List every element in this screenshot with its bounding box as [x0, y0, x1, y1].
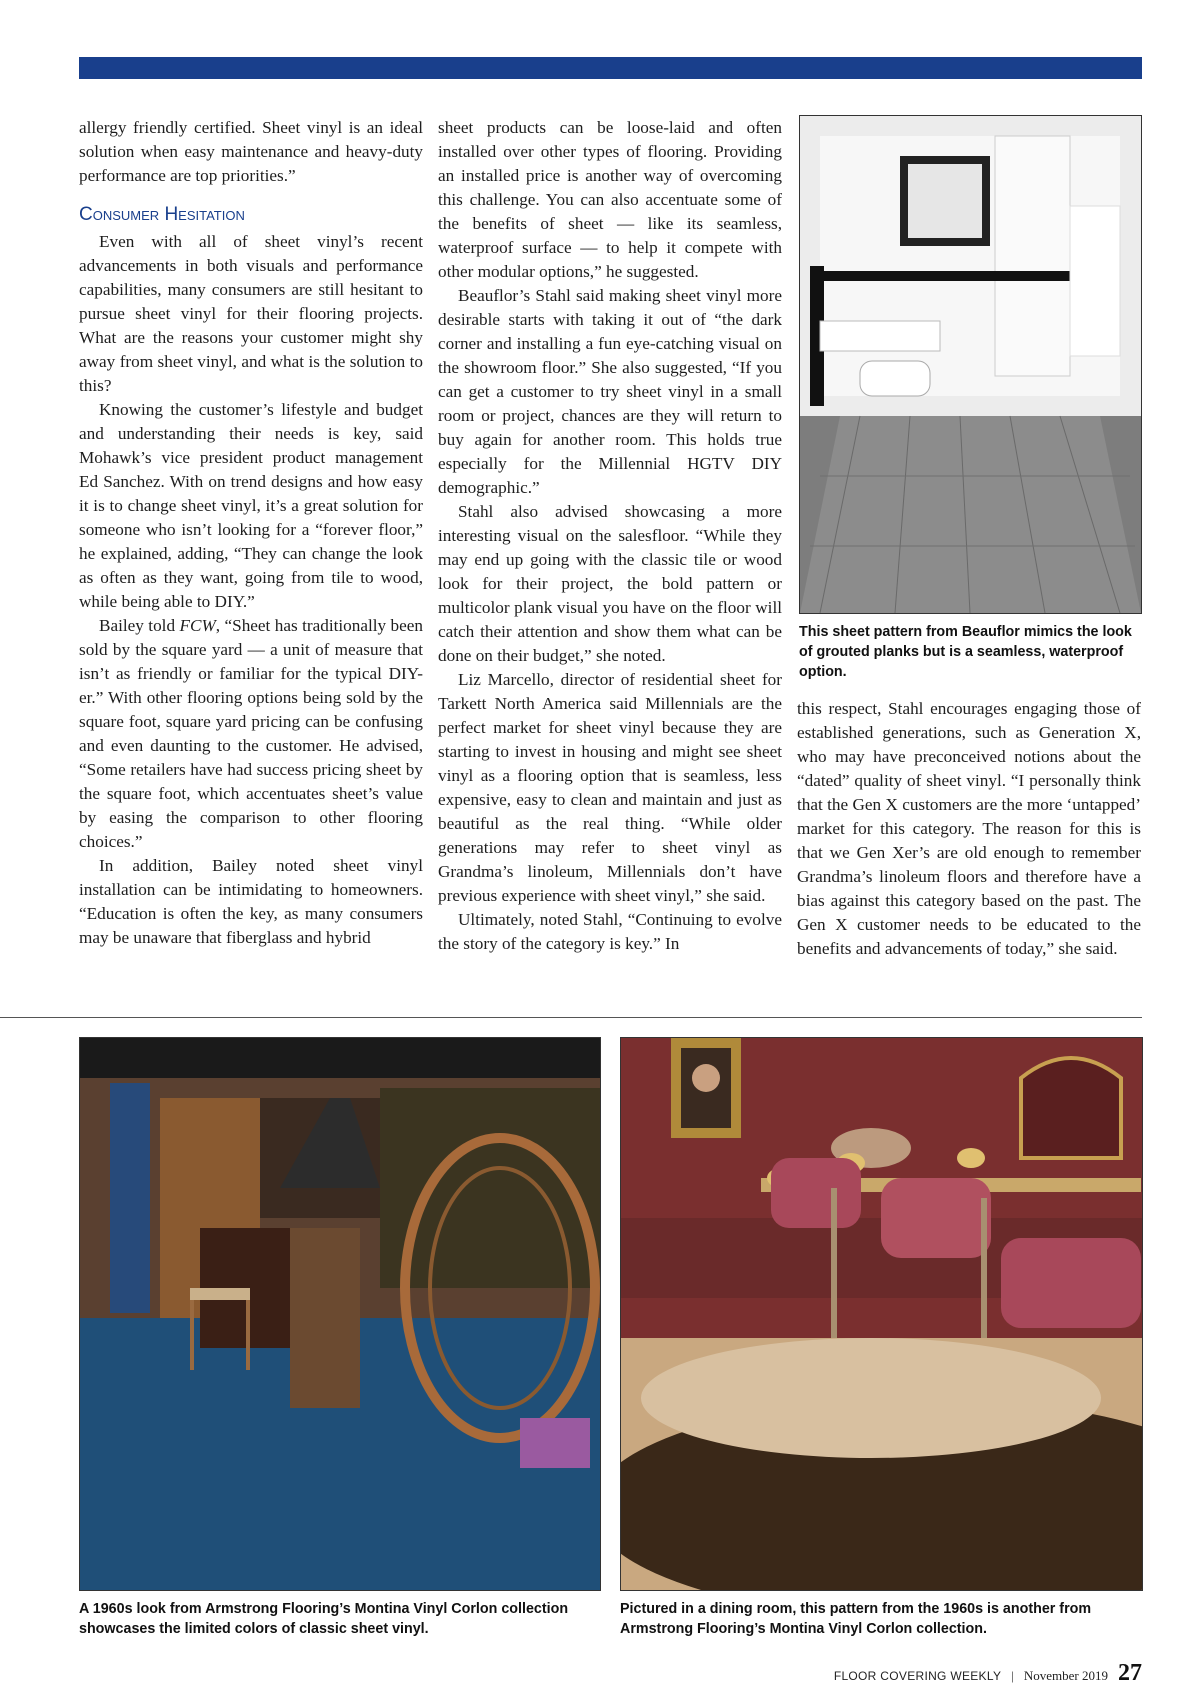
- kitchen-photo: [79, 1037, 601, 1591]
- header-accent-bar: [79, 57, 1142, 79]
- paragraph: sheet products can be loose-laid and often installed over other types of flooring. Providing an installed price is another way of overcoming this challenge. You can also accentuate some of the benefits of sheet — like its seamless, waterproof surface — to help it compete with other modular options,” he suggested.: [438, 118, 782, 281]
- photo-caption: This sheet pattern from Beauflor mimics the look of grouted planks but is a seamless, waterproof option.: [799, 624, 1132, 680]
- article-column-3: [797, 697, 1141, 961]
- paragraph: Beauflor’s Stahl said making sheet vinyl more desirable starts with taking it out of “the dark corner and installing a fun eye-catching visual on the showroom floor.” She also suggested, “If you can get a customer to try sheet vinyl in a small room or project, chances are they will return to buy again for another room. This holds true especially for the Millennial HGTV DIY demographic.”: [438, 286, 782, 497]
- photo-caption: A 1960s look from Armstrong Flooring’s Montina Vinyl Corlon collection showcases the limited colors of classic sheet vinyl.: [79, 1601, 569, 1637]
- page-footer: [834, 1660, 1142, 1687]
- dining-room-photo: [620, 1037, 1143, 1591]
- issue-date: November 2019: [1023, 1668, 1108, 1683]
- paragraph: Knowing the customer’s lifestyle and budget and understanding their needs is key, said Mohawk’s vice president product management Ed Sanchez. With on trend designs and how easy it is to change sheet vinyl, it’s a great solution for someone who isn’t looking for a “forever floor,” he explained, adding, “They can change the look as often as they want, going from tile to wood, while being able to DIY.”: [79, 400, 423, 611]
- text-run: Bailey told: [99, 616, 180, 635]
- section-divider: [0, 1017, 1142, 1018]
- paragraph: Liz Marcello, director of residential sheet for Tarkett North America said Millennials are the perfect market for sheet vinyl because they are starting to invest in housing and might see sheet vinyl as a flooring option that is seamless, less expensive, easy to clean and maintain and just as beautiful as the real thing. “While older generations may refer to sheet vinyl as Grandma’s linoleum, Millennials don’t have previous experience with sheet vinyl,” she said.: [438, 670, 782, 905]
- article-column-2: [438, 116, 782, 956]
- text-run: , “Sheet has traditionally been sold by the square yard — a unit of measure that isn’t as friendly or familiar for the typical DIY-er.” With other flooring options being sold by the square foot, square yard pricing can be confusing and even daunting to the customer. He advised, “Some retailers have had success pricing sheet by the square foot, which accentuates sheet’s value by easing the comparison to other flooring choices.”: [79, 616, 423, 851]
- paragraph: In addition, Bailey noted sheet vinyl installation can be intimidating to homeowners. “Education is often the key, as many consumers may be unaware that fiberglass and hybrid: [79, 856, 423, 947]
- paragraph: Ultimately, noted Stahl, “Continuing to evolve the story of the category is key.” In: [438, 910, 782, 953]
- publication-name: FLOOR COVERING WEEKLY: [833, 1669, 1002, 1683]
- paragraph: Stahl also advised showcasing a more interesting visual on the salesfloor. “While they may end up going with the classic tile or wood look for their project, the bold pattern or multicolor plank visual you have on the floor will catch their attention and show them what can be done on their budget,” she noted.: [438, 502, 782, 665]
- paragraph: [79, 614, 423, 854]
- paragraph: this respect, Stahl encourages engaging those of established generations, such as Generation X, who may have preconceived notions about the “dated” quality of sheet vinyl. “I personally think that the Gen X customers are the more ‘untapped’ market for this category. The reason for this is that we Gen Xer’s are old enough to remember Grandma’s linoleum floors and therefore have a bias against this category based on the past. The Gen X customer needs to be educated to the benefits and advancements of today,” she said.: [797, 699, 1141, 958]
- paragraph: allergy friendly certified. Sheet vinyl is an ideal solution when easy maintenance and heavy-duty performance are top priorities.”: [79, 118, 423, 185]
- footer-separator: |: [1011, 1668, 1014, 1683]
- page-number: 27: [1118, 1660, 1142, 1686]
- section-heading: Consumer Hesitation: [79, 204, 245, 225]
- bathroom-photo: [799, 115, 1142, 614]
- photo-caption: Pictured in a dining room, this pattern from the 1960s is another from Armstrong Flooring’s Montina Vinyl Corlon collection.: [620, 1601, 1092, 1637]
- publication-abbrev: FCW: [179, 616, 216, 635]
- paragraph: Even with all of sheet vinyl’s recent advancements in both visuals and performance capabilities, many consumers are still hesitant to pursue sheet vinyl for their flooring projects. What are the reasons your customer might shy away from sheet vinyl, and what is the solution to this?: [79, 232, 423, 395]
- article-column-1: [79, 116, 423, 950]
